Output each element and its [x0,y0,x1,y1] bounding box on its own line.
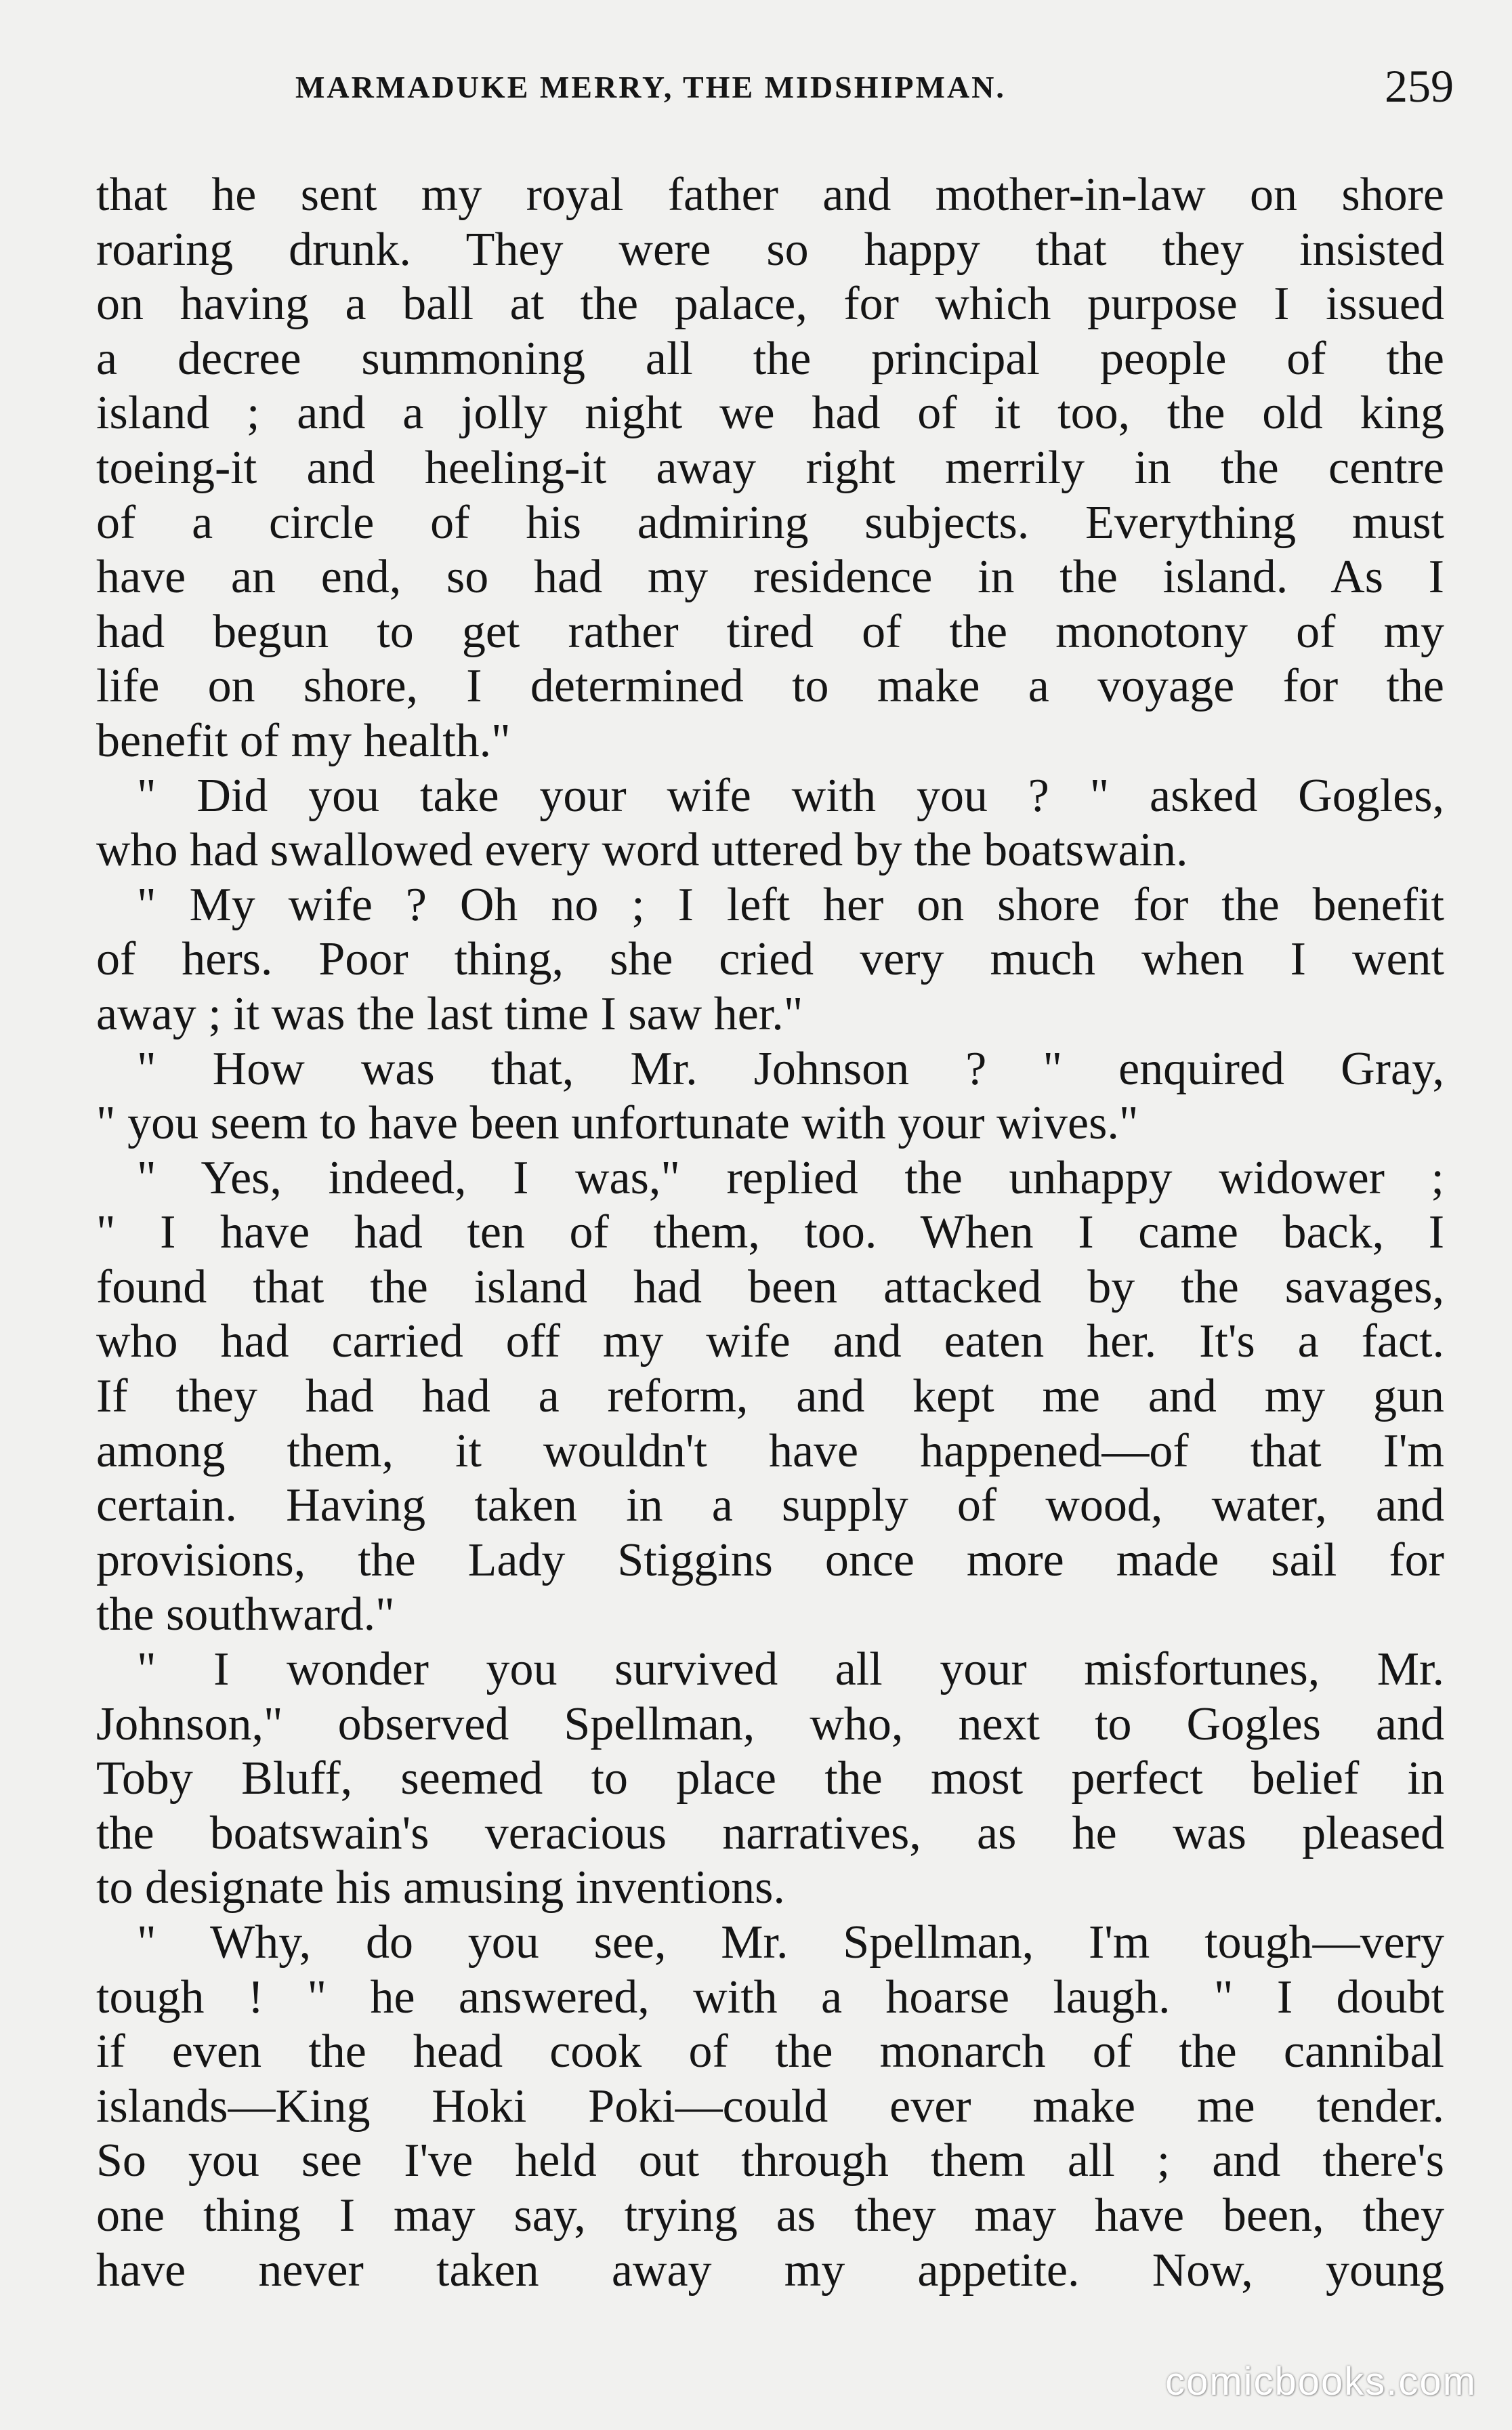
text-line: " I have had ten of them, too. When I came back, I [96,1206,1444,1259]
text-line: that he sent my royal father and mother-in-law on shore [96,169,1444,221]
watermark: comicbooks.com [1165,2360,1477,2404]
text-line: roaring drunk. They were so happy that they insisted [96,223,1444,276]
text-line: if even the head cook of the monarch of the cannibal [96,2025,1444,2078]
running-title: MARMADUKE MERRY, THE MIDSHIPMAN. [295,70,1006,104]
text-line: the southward." [96,1588,395,1641]
text-line: away ; it was the last time I saw her." [96,987,803,1040]
text-line: Toby Bluff, seemed to place the most perfect belief in [96,1752,1444,1805]
text-line: on having a ball at the palace, for which purpose I issued [96,278,1444,331]
text-line: the boatswain's veracious narratives, as he was pleased [96,1807,1444,1859]
text-line: had begun to get rather tired of the monotony of my [96,605,1444,658]
page-number: 259 [1385,60,1454,112]
text-line: benefit of my health." [96,714,511,767]
text-line: " I wonder you survived all your misfortunes, Mr. [137,1643,1444,1696]
text-line: So you see I've held out through them all ; and there's [96,2135,1444,2187]
text-line: If they had had a reform, and kept me and my gun [96,1370,1444,1423]
text-line: have never taken away my appetite. Now, young [96,2244,1444,2297]
text-line: provisions, the Lady Stiggins once more made sail for [96,1533,1444,1586]
text-line: " Did you take your wife with you ? " asked Gogles, [137,769,1444,822]
text-line: " Why, do you see, Mr. Spellman, I'm tough—very [137,1916,1444,1969]
text-line: toeing-it and heeling-it away right merrily in the centre [96,441,1444,494]
text-line: who had carried off my wife and eaten her. It's a fact. [96,1315,1444,1368]
body-text [96,168,1444,2298]
text-line: of hers. Poor thing, she cried very much when I went [96,933,1444,986]
text-line: a decree summoning all the principal people of the [96,332,1444,385]
text-line: " How was that, Mr. Johnson ? " enquired Gray, [137,1042,1444,1095]
running-head [295,60,1454,114]
text-line: life on shore, I determined to make a voyage for the [96,660,1444,713]
text-line: to designate his amusing inventions. [96,1861,785,1914]
text-line: " My wife ? Oh no ; I left her on shore for the benefit [137,878,1444,931]
text-line: of a circle of his admiring subjects. Everything must [96,496,1444,549]
text-line: certain. Having taken in a supply of wood, water, and [96,1479,1444,1532]
text-line: among them, it wouldn't have happened—of that I'm [96,1424,1444,1477]
text-line: " Yes, indeed, I was," replied the unhappy widower ; [137,1151,1444,1204]
text-line: one thing I may say, trying as they may have been, they [96,2189,1444,2242]
text-line: have an end, so had my residence in the island. As I [96,551,1444,604]
text-line: found that the island had been attacked by the savages, [96,1260,1444,1313]
text-line: tough ! " he answered, with a hoarse laugh. " I doubt [96,1971,1444,2023]
text-line: islands—King Hoki Poki—could ever make me tender. [96,2080,1444,2133]
text-line: island ; and a jolly night we had of it too, the old king [96,387,1444,440]
text-line: Johnson," observed Spellman, who, next to Gogles and [96,1697,1444,1750]
text-line: " you seem to have been unfortunate with your wives." [96,1097,1139,1150]
text-line: who had swallowed every word uttered by the boatswain. [96,824,1188,877]
